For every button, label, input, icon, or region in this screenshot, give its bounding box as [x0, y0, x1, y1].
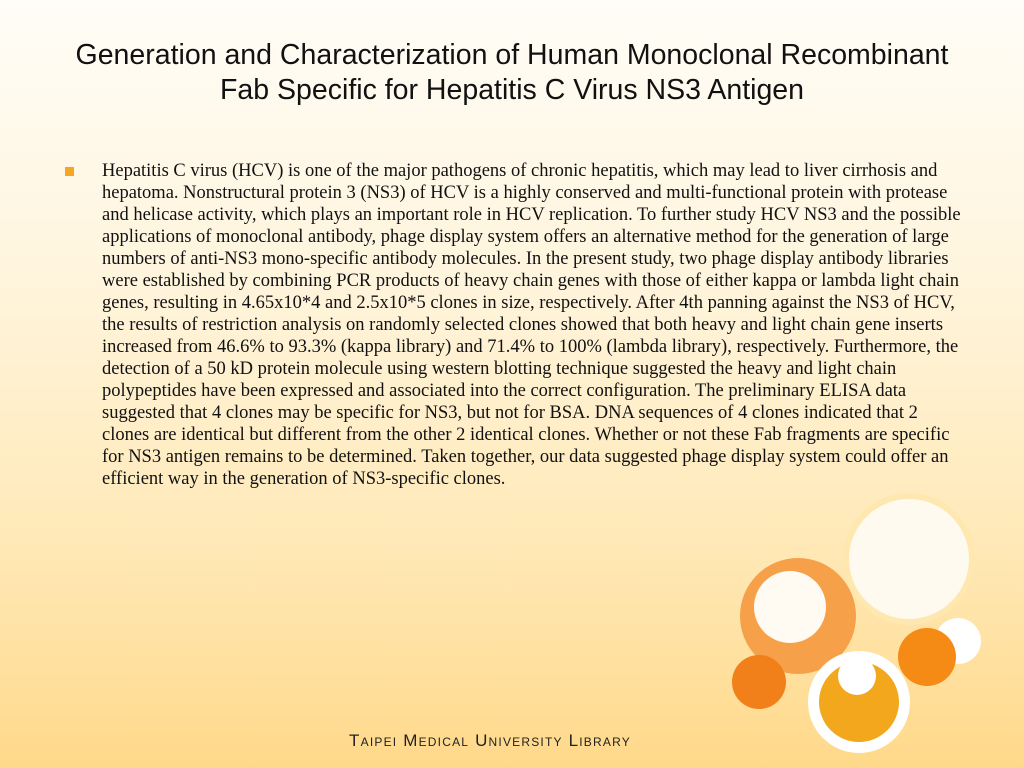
decorative-circle-orange-small — [732, 655, 786, 709]
bullet-item — [62, 160, 967, 490]
slide-title: Generation and Characterization of Human Monoclonal Recombinant Fab Specific for Hepatitis C Virus NS3 Antigen — [75, 39, 949, 106]
decorative-circle-white-large — [843, 493, 975, 625]
footer-library-name: Taipei Medical University Library — [349, 731, 631, 750]
square-bullet-icon — [65, 167, 74, 176]
decorative-circle-yellow-ring-dot — [838, 657, 876, 695]
bullet-list — [62, 160, 967, 490]
decorative-circle-orange-solid — [898, 628, 956, 686]
decorative-circle-orange-ring-inner — [754, 571, 826, 643]
bullet-text: Hepatitis C virus (HCV) is one of the major pathogens of chronic hepatitis, which may lead to liver cirrhosis and hepatoma. Nonstructural protein 3 (NS3) of HCV is a highly conserved and multi-functional protein with protease and helicase activity, which plays an important role in HCV replication. To further study HCV NS3 and the possible applications of monoclonal antibody, phage display system offers an alternative method for the generation of large numbers of anti-NS3 mono-specific antibody molecules. In the present study, two phage display antibody libraries were established by combining PCR products of heavy chain genes with those of either kappa or lambda light chain genes, resulting in 4.65x10*4 and 2.5x10*5 clones in size, respectively. After 4th panning against the NS3 of HCV, the results of restriction analysis on randomly selected clones showed that both heavy and light chain gene inserts increased from 46.6% to 93.3% (kappa library) and 71.4% to 100% (lambda library), respectively. Furthermore, the detection of a 50 kD protein molecule using western blotting technique suggested the heavy and light chain polypeptides have been expressed and associated into the correct configuration. The preliminary ELISA data suggested that 4 clones may be specific for NS3, but not for BSA. DNA sequences of 4 clones indicated that 2 clones are identical but different from the other 2 identical clones. Whether or not these Fab fragments are specific for NS3 antigen remains to be determined. Taken together, our data suggested phage display system could offer an efficient way in the generation of NS3-specific clones. — [102, 161, 961, 489]
